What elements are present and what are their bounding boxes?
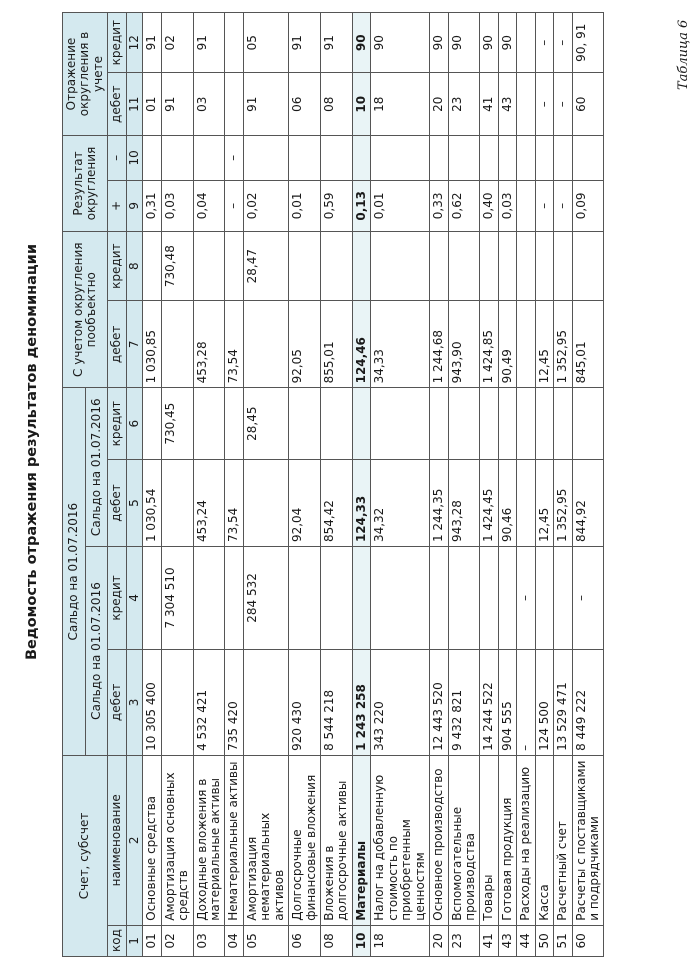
value-cell-c12: –: [554, 13, 572, 73]
value-cell-c12: 91: [143, 13, 161, 73]
value-cell-c7: 845,01: [572, 301, 604, 388]
value-cell-c3: [161, 649, 193, 755]
value-cell-c3: –: [517, 649, 535, 755]
value-cell-c8: [430, 232, 448, 301]
account-name-cell: Готовая продукция: [498, 755, 516, 925]
value-cell-c9: 0,13: [352, 180, 370, 231]
value-cell-c11: 91: [243, 73, 288, 136]
value-cell-c6: [371, 388, 430, 460]
value-cell-c3: 4 532 421: [193, 649, 225, 755]
value-cell-c8: [225, 232, 243, 301]
value-cell-c12: 90: [352, 13, 370, 73]
account-code-cell: 18: [371, 925, 430, 956]
value-cell-c10: [193, 135, 225, 180]
value-cell-c7: 943,90: [448, 301, 480, 388]
value-cell-c5: 844,92: [572, 459, 604, 546]
value-cell-c9: 0,33: [430, 180, 448, 231]
account-code-cell: 01: [143, 925, 161, 956]
table-row: [517, 13, 535, 957]
value-cell-c7: 90,49: [498, 301, 516, 388]
column-number: 12: [126, 13, 142, 73]
value-cell-c8: [554, 232, 572, 301]
value-cell-c3: 8 449 222: [572, 649, 604, 755]
value-cell-c10: –: [225, 135, 243, 180]
table-row: [554, 13, 572, 957]
account-code-cell: 60: [572, 925, 604, 956]
value-cell-c10: [498, 135, 516, 180]
value-cell-c9: 0,01: [289, 180, 321, 231]
value-cell-c3: 904 555: [498, 649, 516, 755]
value-cell-c8: [193, 232, 225, 301]
value-cell-c12: 90: [448, 13, 480, 73]
value-cell-c5: 1 030,54: [143, 459, 161, 546]
table-row: [430, 13, 448, 957]
value-cell-c11: 03: [193, 73, 225, 136]
value-cell-c8: [321, 232, 353, 301]
value-cell-c12: 90, 91: [572, 13, 604, 73]
value-cell-c3: 12 443 520: [430, 649, 448, 755]
column-number: 3: [126, 649, 142, 755]
value-cell-c3: 8 544 218: [321, 649, 353, 755]
value-cell-c9: 0,40: [480, 180, 498, 231]
table-row: [448, 13, 480, 957]
value-cell-c12: 05: [243, 13, 288, 73]
value-cell-c3: [243, 649, 288, 755]
value-cell-c5: 34,32: [371, 459, 430, 546]
value-cell-c11: 18: [371, 73, 430, 136]
account-code-cell: 04: [225, 925, 243, 956]
value-cell-c4: –: [572, 547, 604, 650]
value-cell-c10: [517, 135, 535, 180]
value-cell-c8: [352, 232, 370, 301]
value-cell-c3: 920 430: [289, 649, 321, 755]
value-cell-c12: [225, 13, 243, 73]
value-cell-c3: 14 244 522: [480, 649, 498, 755]
value-cell-c4: [289, 547, 321, 650]
account-code-cell: 03: [193, 925, 225, 956]
value-cell-c7: [517, 301, 535, 388]
value-cell-c6: [225, 388, 243, 460]
table-row: [535, 13, 553, 957]
value-cell-c6: [193, 388, 225, 460]
account-name-cell: Расчеты с поставщиками и подрядчиками: [572, 755, 604, 925]
value-cell-c5: [517, 459, 535, 546]
value-cell-c3: 9 432 821: [448, 649, 480, 755]
value-cell-c7: 1 030,85: [143, 301, 161, 388]
value-cell-c5: 943,28: [448, 459, 480, 546]
value-cell-c3: 343 220: [371, 649, 430, 755]
value-cell-c5: [161, 459, 193, 546]
plus-header: +: [108, 180, 126, 231]
value-cell-c9: –: [225, 180, 243, 231]
value-cell-c9: 0,03: [498, 180, 516, 231]
value-cell-c4: 284 532: [243, 547, 288, 650]
value-cell-c10: [243, 135, 288, 180]
account-name-cell: Товары: [480, 755, 498, 925]
value-cell-c8: [289, 232, 321, 301]
value-cell-c6: 730,45: [161, 388, 193, 460]
value-cell-c6: [430, 388, 448, 460]
value-cell-c6: [517, 388, 535, 460]
value-cell-c11: [225, 73, 243, 136]
denomination-table: [62, 12, 604, 957]
balance-group-header: Сальдо на 01.07.2016: [63, 388, 86, 756]
value-cell-c3: 735 420: [225, 649, 243, 755]
account-name-cell: Материалы: [352, 755, 370, 925]
value-cell-c4: [448, 547, 480, 650]
value-cell-c6: [289, 388, 321, 460]
value-cell-c6: [554, 388, 572, 460]
value-cell-c10: [289, 135, 321, 180]
value-cell-c6: [448, 388, 480, 460]
value-cell-c7: 124,46: [352, 301, 370, 388]
value-cell-c10: [480, 135, 498, 180]
value-cell-c9: 0,04: [193, 180, 225, 231]
value-cell-c4: [535, 547, 553, 650]
value-cell-c8: [498, 232, 516, 301]
table-row: [225, 13, 243, 957]
column-number: 9: [126, 180, 142, 231]
account-code-cell: 50: [535, 925, 553, 956]
debit-header: дебет: [108, 73, 126, 136]
value-cell-c7: [243, 301, 288, 388]
table-row: [193, 13, 225, 957]
table-rotated-container: [62, 12, 677, 957]
value-cell-c9: 0,59: [321, 180, 353, 231]
column-number: 8: [126, 232, 142, 301]
value-cell-c8: 730,48: [161, 232, 193, 301]
value-cell-c12: 91: [193, 13, 225, 73]
column-number: 11: [126, 73, 142, 136]
table-row: [161, 13, 193, 957]
value-cell-c7: 34,33: [371, 301, 430, 388]
reflection-header: Отражение округления в учете: [63, 13, 108, 136]
value-cell-c4: [193, 547, 225, 650]
table-row: [352, 13, 370, 957]
account-code-cell: 20: [430, 925, 448, 956]
value-cell-c4: [480, 547, 498, 650]
value-cell-c6: [352, 388, 370, 460]
account-code-cell: 51: [554, 925, 572, 956]
value-cell-c8: [535, 232, 553, 301]
value-cell-c4: 7 304 510: [161, 547, 193, 650]
debit-header: дебет: [108, 459, 126, 546]
column-number: 2: [126, 755, 142, 925]
minus-header: –: [108, 135, 126, 180]
value-cell-c10: [572, 135, 604, 180]
value-cell-c9: 0,62: [448, 180, 480, 231]
value-cell-c3: 13 529 471: [554, 649, 572, 755]
rounded-header: С учетом округления пообъектно: [63, 232, 108, 388]
value-cell-c9: 0,31: [143, 180, 161, 231]
account-code-cell: 06: [289, 925, 321, 956]
value-cell-c7: 12,45: [535, 301, 553, 388]
value-cell-c12: 90: [371, 13, 430, 73]
value-cell-c9: –: [554, 180, 572, 231]
account-name-cell: Нематериальные активы: [225, 755, 243, 925]
value-cell-c12: –: [535, 13, 553, 73]
value-cell-c5: 12,45: [535, 459, 553, 546]
value-cell-c5: 73,54: [225, 459, 243, 546]
value-cell-c8: [572, 232, 604, 301]
value-cell-c3: 10 305 400: [143, 649, 161, 755]
value-cell-c11: 01: [143, 73, 161, 136]
account-name-cell: Доходные вложения в материальные активы: [193, 755, 225, 925]
value-cell-c12: 90: [498, 13, 516, 73]
value-cell-c7: 855,01: [321, 301, 353, 388]
account-name-cell: Налог на добавленную стоимость по приобретенным ценностям: [371, 755, 430, 925]
value-cell-c7: 1 424,85: [480, 301, 498, 388]
column-number: 7: [126, 301, 142, 388]
debit-header: дебет: [108, 649, 126, 755]
table-row: [243, 13, 288, 957]
column-number: 10: [126, 135, 142, 180]
value-cell-c5: 854,42: [321, 459, 353, 546]
value-cell-c12: 90: [430, 13, 448, 73]
value-cell-c9: 0,01: [371, 180, 430, 231]
credit-header: кредит: [108, 547, 126, 650]
value-cell-c7: 1 352,95: [554, 301, 572, 388]
value-cell-c6: [572, 388, 604, 460]
value-cell-c4: [321, 547, 353, 650]
value-cell-c8: 28,47: [243, 232, 288, 301]
value-cell-c10: [161, 135, 193, 180]
value-cell-c10: [352, 135, 370, 180]
account-code-cell: 05: [243, 925, 288, 956]
value-cell-c5: 124,33: [352, 459, 370, 546]
value-cell-c10: [321, 135, 353, 180]
value-cell-c7: 92,05: [289, 301, 321, 388]
code-header: код: [108, 925, 126, 956]
account-name-cell: Касса: [535, 755, 553, 925]
value-cell-c9: 0,03: [161, 180, 193, 231]
account-code-cell: 41: [480, 925, 498, 956]
value-cell-c9: [517, 180, 535, 231]
value-cell-c7: 1 244,68: [430, 301, 448, 388]
account-code-cell: 10: [352, 925, 370, 956]
value-cell-c12: 91: [321, 13, 353, 73]
value-cell-c7: [161, 301, 193, 388]
value-cell-c4: [352, 547, 370, 650]
value-cell-c4: –: [517, 547, 535, 650]
account-name-cell: Долгосрочные финансовые вложения: [289, 755, 321, 925]
value-cell-c5: [243, 459, 288, 546]
table-row: [321, 13, 353, 957]
account-name-cell: Основное производство: [430, 755, 448, 925]
credit-header: кредит: [108, 232, 126, 301]
account-header: Счет, субсчет: [63, 755, 108, 956]
account-code-cell: 23: [448, 925, 480, 956]
value-cell-c9: 0,09: [572, 180, 604, 231]
value-cell-c6: [498, 388, 516, 460]
value-cell-c8: [480, 232, 498, 301]
value-cell-c11: 91: [161, 73, 193, 136]
debit-header: дебет: [108, 301, 126, 388]
value-cell-c5: 453,24: [193, 459, 225, 546]
value-cell-c11: 43: [498, 73, 516, 136]
table-caption: Таблица 6: [676, 19, 691, 90]
value-cell-c7: 453,28: [193, 301, 225, 388]
account-name-cell: Расходы на реализацию: [517, 755, 535, 925]
value-cell-c6: [321, 388, 353, 460]
value-cell-c3: 124 500: [535, 649, 553, 755]
value-cell-c11: 10: [352, 73, 370, 136]
value-cell-c11: –: [554, 73, 572, 136]
value-cell-c9: 0,02: [243, 180, 288, 231]
value-cell-c8: [143, 232, 161, 301]
column-number: 1: [126, 925, 142, 956]
value-cell-c5: 1 352,95: [554, 459, 572, 546]
table-row: [143, 13, 161, 957]
value-cell-c7: 73,54: [225, 301, 243, 388]
result-header: Результат округления: [63, 135, 108, 231]
value-cell-c10: [371, 135, 430, 180]
account-code-cell: 08: [321, 925, 353, 956]
table-body: [143, 13, 604, 957]
value-cell-c6: [143, 388, 161, 460]
value-cell-c4: [225, 547, 243, 650]
value-cell-c9: –: [535, 180, 553, 231]
table-row: [572, 13, 604, 957]
value-cell-c10: [554, 135, 572, 180]
account-name-cell: Вложения в долгосрочные активы: [321, 755, 353, 925]
value-cell-c3: 1 243 258: [352, 649, 370, 755]
value-cell-c11: 41: [480, 73, 498, 136]
table-title: Ведомость отражения результатов деноминации: [24, 244, 40, 660]
value-cell-c5: 92,04: [289, 459, 321, 546]
table-row: [371, 13, 430, 957]
value-cell-c10: [143, 135, 161, 180]
table-row: [480, 13, 498, 957]
column-number: 4: [126, 547, 142, 650]
account-code-cell: 02: [161, 925, 193, 956]
value-cell-c11: –: [535, 73, 553, 136]
account-code-cell: 44: [517, 925, 535, 956]
column-number: 6: [126, 388, 142, 460]
table-row: [289, 13, 321, 957]
value-cell-c4: [430, 547, 448, 650]
value-cell-c6: 28,45: [243, 388, 288, 460]
column-number: 5: [126, 459, 142, 546]
value-cell-c8: [448, 232, 480, 301]
credit-header: кредит: [108, 13, 126, 73]
value-cell-c4: [371, 547, 430, 650]
balance-old-header: Сальдо на 01.07.2016: [85, 547, 108, 756]
credit-header: кредит: [108, 388, 126, 460]
value-cell-c4: [554, 547, 572, 650]
table-row: [498, 13, 516, 957]
value-cell-c11: [517, 73, 535, 136]
value-cell-c10: [535, 135, 553, 180]
value-cell-c11: 23: [448, 73, 480, 136]
value-cell-c4: [143, 547, 161, 650]
balance-new-header: Сальдо на 01.07.2016: [85, 388, 108, 547]
value-cell-c11: 06: [289, 73, 321, 136]
value-cell-c11: 60: [572, 73, 604, 136]
value-cell-c8: [517, 232, 535, 301]
account-name-cell: Основные средства: [143, 755, 161, 925]
value-cell-c5: 1 424,45: [480, 459, 498, 546]
value-cell-c12: 91: [289, 13, 321, 73]
name-header: наименование: [108, 755, 126, 925]
value-cell-c12: 90: [480, 13, 498, 73]
value-cell-c11: 20: [430, 73, 448, 136]
value-cell-c5: 1 244,35: [430, 459, 448, 546]
value-cell-c12: [517, 13, 535, 73]
value-cell-c12: 02: [161, 13, 193, 73]
value-cell-c6: [535, 388, 553, 460]
account-name-cell: Вспомогательные производства: [448, 755, 480, 925]
value-cell-c8: [371, 232, 430, 301]
value-cell-c11: 08: [321, 73, 353, 136]
value-cell-c4: [498, 547, 516, 650]
value-cell-c5: 90,46: [498, 459, 516, 546]
value-cell-c10: [448, 135, 480, 180]
account-code-cell: 43: [498, 925, 516, 956]
account-name-cell: Расчетный счет: [554, 755, 572, 925]
value-cell-c10: [430, 135, 448, 180]
account-name-cell: Амортизация нематериальных активов: [243, 755, 288, 925]
value-cell-c6: [480, 388, 498, 460]
account-name-cell: Амортизация основных средств: [161, 755, 193, 925]
